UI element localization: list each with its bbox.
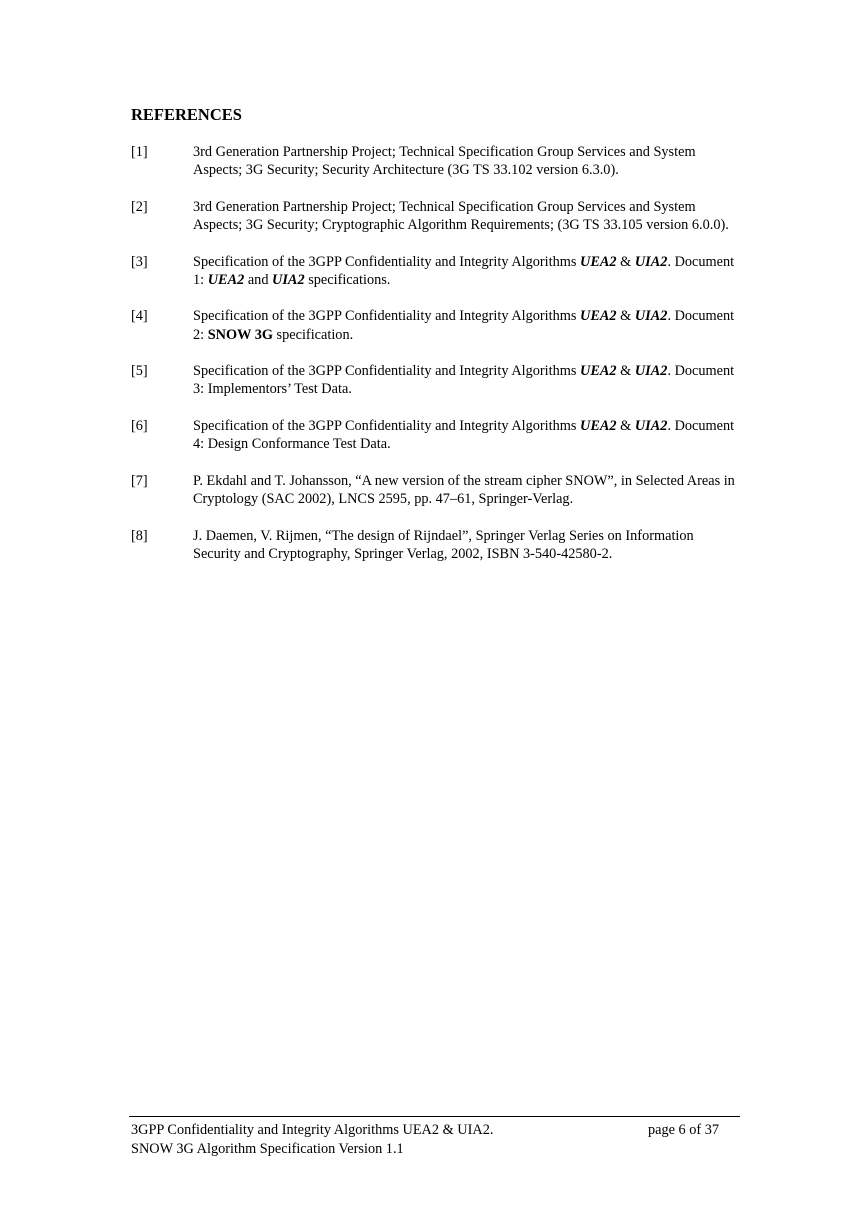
reference-text-part: . Document 4: Design Conformance Test Data. [193,417,735,453]
page-footer [131,1121,740,1158]
reference-text: 3rd Generation Partnership Project; Technical Specification Group Services and System Aspects; 3G Security; Security Architecture (3G TS 33.102 version 6.3.0). [193,144,696,179]
reference-number: [5] [131,363,148,380]
reference-text-part: . Document 2: [193,308,735,343]
reference-text-part: & [616,253,635,270]
algorithm-name: UEA2 [580,253,617,270]
reference-text [193,253,741,289]
algorithm-name: UIA2 [634,308,668,325]
algorithm-name: UIA2 [634,417,668,434]
reference-item-6 [131,417,741,453]
algorithm-name: UIA2 [272,271,305,288]
reference-text-part: Specification of the 3GPP Confidentiality and Integrity Algorithms [193,308,581,325]
reference-text-part: Specification of the 3GPP Confidentiality and Integrity Algorithms [193,417,581,434]
reference-text-part: specification. [272,326,354,343]
reference-text: J. Daemen, V. Rijmen, “The design of Rijndael”, Springer Verlag Series on Information Security and Cryptography, Springer Verlag, 2002, ISBN 3-540-42580-2. [193,527,694,562]
reference-text [193,307,741,343]
footer-divider [129,1116,740,1117]
reference-text-part: & [616,363,635,380]
reference-text-part: Specification of the 3GPP Confidentiality and Integrity Algorithms [193,363,581,380]
reference-text-part: & [616,417,635,434]
reference-item-7 [131,472,741,508]
reference-text: 3rd Generation Partnership Project; Technical Specification Group Services and System Aspects; 3G Security; Cryptographic Algorithm Requirements; (3G TS 33.105 version 6.0.0). [193,198,729,233]
reference-number: [2] [131,198,148,215]
algorithm-name: UEA2 [580,363,617,380]
reference-item-1 [131,143,741,179]
reference-number: [8] [131,527,148,544]
reference-item-4 [131,307,741,343]
reference-item-8 [131,527,741,563]
reference-number: [1] [131,144,148,160]
page-number: page 6 of 37 [648,1122,720,1138]
algorithm-name: UEA2 [207,271,245,288]
algorithm-name: UEA2 [580,308,617,325]
reference-item-5 [131,362,741,398]
algorithm-name: UIA2 [634,253,668,270]
algorithm-name: UEA2 [580,417,617,434]
reference-number: [6] [131,417,148,434]
footer-line-1 [131,1121,740,1140]
reference-text: P. Ekdahl and T. Johansson, “A new version of the stream cipher SNOW”, in Selected Areas in Cryptology (SAC 2002), LNCS 2595, pp. 47–61, Springer-Verlag. [193,472,735,507]
algorithm-name: UIA2 [634,363,668,380]
reference-text-part: . Document 1: [193,253,735,288]
reference-text-part: & [616,308,635,325]
reference-number: [7] [131,472,148,489]
cipher-name: SNOW 3G [207,326,273,343]
reference-text [193,417,741,453]
section-heading: REFERENCES [131,105,242,124]
reference-text-part: specifications. [304,271,391,288]
reference-text [193,362,741,398]
reference-text-part: . Document 3: Implementors’ Test Data. [193,363,735,398]
reference-item-3 [131,253,741,289]
reference-list [131,143,741,581]
reference-item-2 [131,198,741,234]
footer-line-2 [131,1140,740,1159]
footer-version: SNOW 3G Algorithm Specification Version 1.1 [131,1140,404,1157]
reference-text-part: and [244,271,273,288]
reference-number: [4] [131,308,148,325]
footer-document-title: 3GPP Confidentiality and Integrity Algorithms UEA2 & UIA2. [131,1122,494,1138]
reference-number: [3] [131,253,148,270]
reference-text-part: Specification of the 3GPP Confidentiality and Integrity Algorithms [193,253,581,270]
